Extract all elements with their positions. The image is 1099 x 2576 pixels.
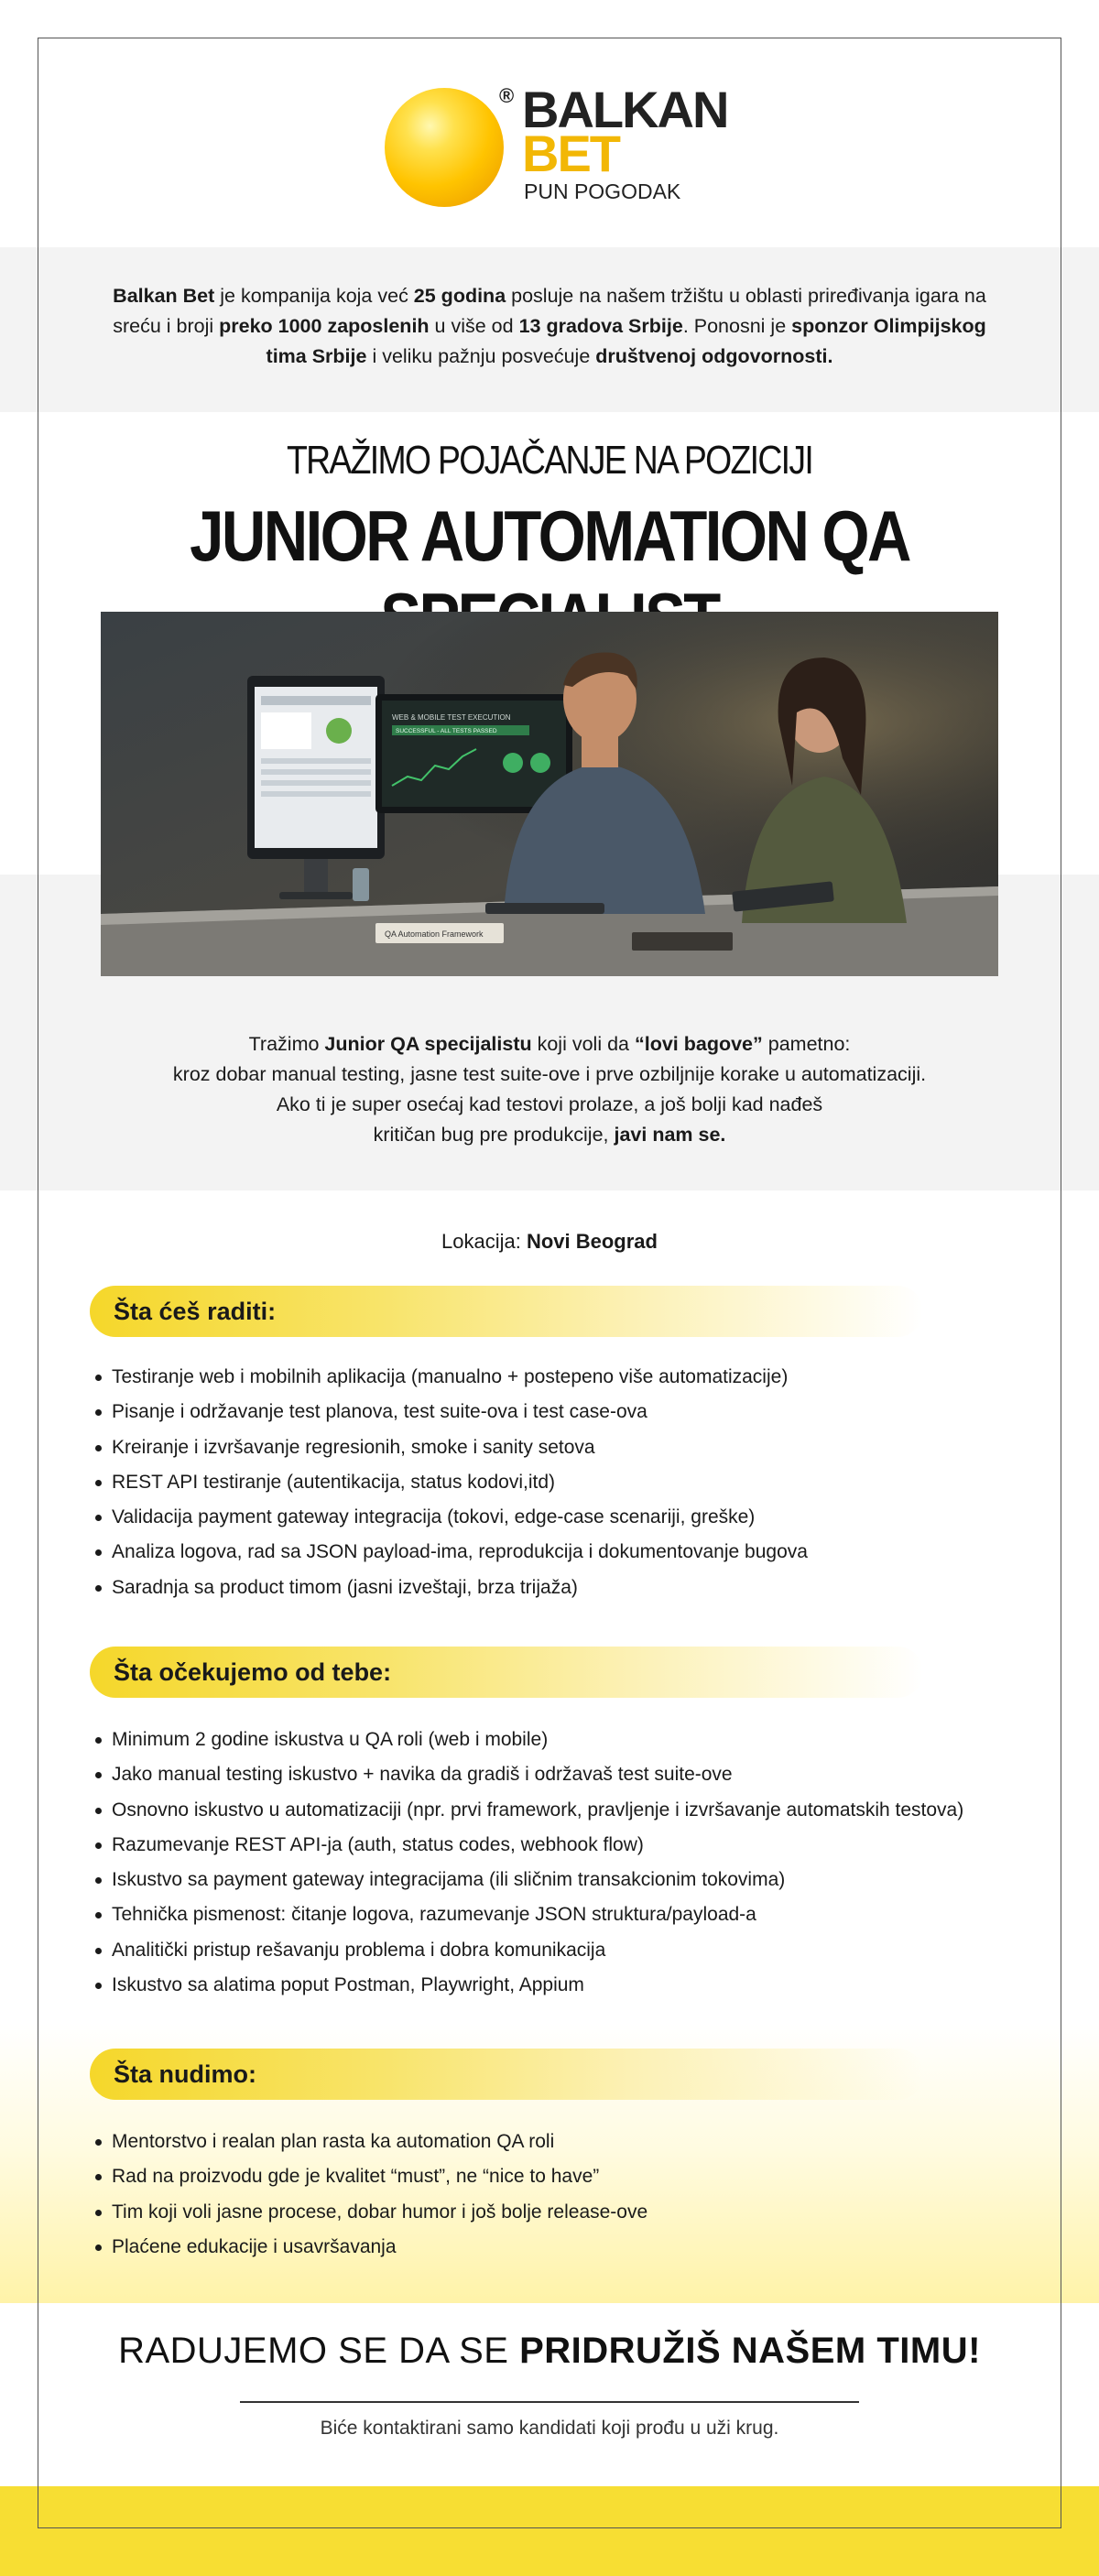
tagline-text: pametno: xyxy=(762,1033,851,1055)
tagline-line-1 xyxy=(92,1029,1007,1060)
list-item: Testiranje web i mobilnih aplikacija (manualno + postepeno više automatizacije) xyxy=(92,1360,1062,1395)
shortlist-note: Biće kontaktirani samo kandidati koji prođu u uži krug. xyxy=(320,2418,779,2439)
section-heading-requirements: Šta očekujemo od tebe: xyxy=(90,1647,923,1698)
tagline-line-4 xyxy=(92,1120,1007,1150)
closing-text-bold: PRIDRUŽIŠ NAŠEM TIMU! xyxy=(519,2331,981,2371)
intro-segment: 13 gradova Srbije xyxy=(518,315,683,337)
intro-segment: u više od xyxy=(429,315,519,337)
list-item: Iskustvo sa payment gateway integracijama (ili sličnim transakcionim tokovima) xyxy=(92,1863,1062,1897)
balkan-bet-logo xyxy=(385,81,728,212)
section-heading-tasks: Šta ćeš raditi: xyxy=(90,1286,923,1337)
list-item: Analiza logova, rad sa JSON payload-ima, reprodukcija i dokumentovanje bugova xyxy=(92,1535,1062,1570)
tagline-text: koji voli da xyxy=(531,1033,635,1055)
logo-slogan: PUN POGODAK xyxy=(524,179,681,203)
screen-title: WEB & MOBILE TEST EXECUTION xyxy=(392,713,511,722)
list-item: Tehnička pismenost: čitanje logova, razumevanje JSON struktura/payload-a xyxy=(92,1897,1062,1932)
logo-word-balkan: BALKAN xyxy=(522,81,728,138)
intro-segment: sponzor Olimpijskog tima Srbije xyxy=(266,315,986,367)
list-item: REST API testiranje (autentikacija, status kodovi,itd) xyxy=(92,1465,1062,1500)
intro-segment: posluje na našem tržištu u oblasti priređivanja igara na sreću i broji xyxy=(113,285,986,337)
tagline-text: “lovi bagove” xyxy=(634,1033,763,1055)
list-item: Analitički pristup rešavanju problema i dobra komunikacija xyxy=(92,1933,1062,1968)
list-item: Tim koji voli jasne procese, dobar humor i još bolje release-ove xyxy=(92,2195,1062,2230)
job-title: JUNIOR AUTOMATION QA xyxy=(190,495,909,576)
requirements-list xyxy=(92,1723,1062,2003)
list-item: Mentorstvo i realan plan rasta ka automation QA roli xyxy=(92,2125,1062,2159)
job-tagline xyxy=(92,1029,1007,1150)
list-item: Saradnja sa product timom (jasni izveštaji, brza trijaža) xyxy=(92,1571,1062,1605)
tagline-text: javi nam se. xyxy=(614,1124,726,1146)
logo-ball-icon xyxy=(385,88,504,207)
intro-segment: 25 godina xyxy=(413,285,506,307)
logo-registered-mark: ® xyxy=(499,84,515,107)
position-subtitle: TRAŽIMO POJAČANJE NA POZICIJI xyxy=(286,438,813,483)
photo-badge-label: QA Automation Framework xyxy=(385,929,484,939)
intro-segment: društvenoj odgovornosti. xyxy=(595,345,833,367)
list-item: Jako manual testing iskustvo + navika da gradiš i održavaš test suite-ove xyxy=(92,1757,1062,1792)
screen-status: SUCCESSFUL - ALL TESTS PASSED xyxy=(396,728,497,734)
intro-segment: . Ponosni je xyxy=(682,315,792,337)
list-item: Validacija payment gateway integracija (tokovi, edge-case scenariji, greške) xyxy=(92,1500,1062,1535)
team-photo xyxy=(101,612,998,976)
list-item: Iskustvo sa alatima poput Postman, Playwright, Appium xyxy=(92,1968,1062,2003)
intro-segment: Balkan Bet xyxy=(113,285,215,307)
tagline-text: kritičan bug pre produkcije, xyxy=(373,1124,615,1146)
list-item: Minimum 2 godine iskustva u QA roli (web i mobile) xyxy=(92,1723,1062,1757)
list-item: Rad na proizvodu gde je kvalitet “must”, ne “nice to have” xyxy=(92,2159,1062,2194)
closing-text: RADUJEMO SE DA SE xyxy=(118,2331,520,2371)
location-value: Novi Beograd xyxy=(526,1230,658,1253)
tagline-text: Junior QA specijalistu xyxy=(324,1033,532,1055)
list-item: Plaćene edukacije i usavršavanja xyxy=(92,2230,1062,2265)
intro-segment: preko 1000 zaposlenih xyxy=(219,315,430,337)
tagline-text: Tražimo xyxy=(248,1033,325,1055)
intro-segment: i veliku pažnju posvećuje xyxy=(366,345,596,367)
offer-list xyxy=(92,2125,1062,2265)
intro-segment: je kompanija koja već xyxy=(214,285,414,307)
list-item: Pisanje i održavanje test planova, test suite-ova i test case-ova xyxy=(92,1395,1062,1429)
logo-word-bet: BET xyxy=(522,125,619,182)
tasks-list xyxy=(92,1360,1062,1605)
section-heading-offer: Šta nudimo: xyxy=(90,2049,923,2100)
tagline-line-3: Ako ti je super osećaj kad testovi prolaze, a još bolji kad nađeš xyxy=(276,1093,823,1115)
location-label: Lokacija: xyxy=(441,1230,527,1253)
list-item: Osnovno iskustvo u automatizaciji (npr. prvi framework, pravljenje i izvršavanje automatskih testova) xyxy=(92,1793,1062,1828)
closing-headline xyxy=(55,2331,1044,2372)
list-item: Razumevanje REST API-ja (auth, status codes, webhook flow) xyxy=(92,1828,1062,1863)
company-intro xyxy=(92,281,1007,372)
list-item: Kreiranje i izvršavanje regresionih, smoke i sanity setova xyxy=(92,1430,1062,1465)
divider xyxy=(240,2401,859,2403)
tagline-line-2: kroz dobar manual testing, jasne test suite-ove i prve ozbiljnije korake u automatizaciji. xyxy=(172,1063,927,1085)
job-location xyxy=(92,1230,1007,1254)
